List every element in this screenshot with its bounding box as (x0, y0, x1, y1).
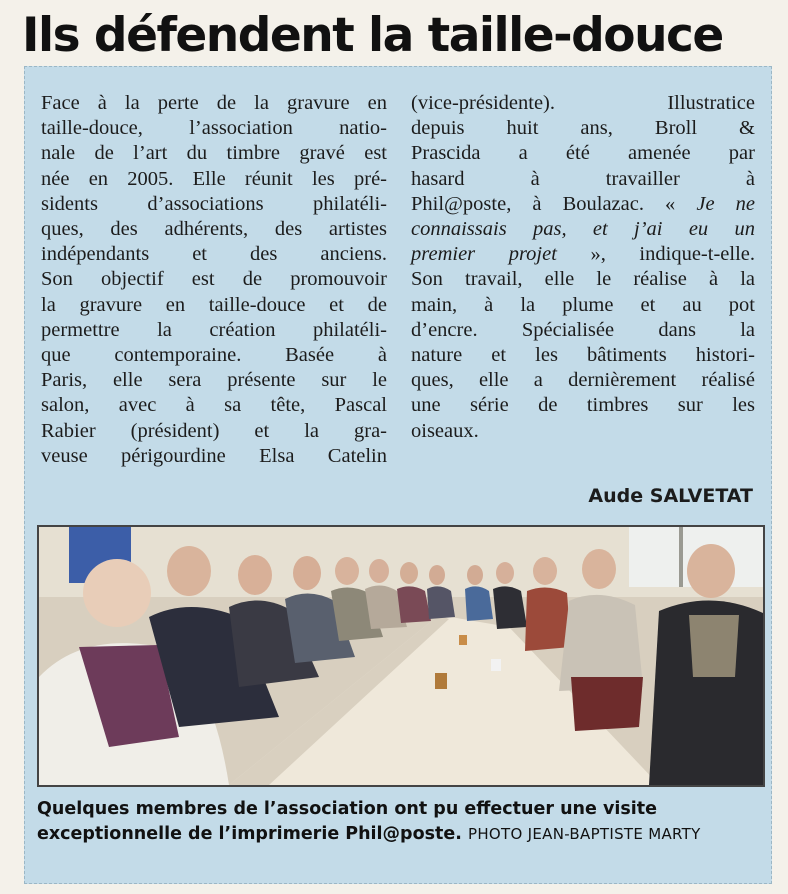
text-line: née en 2005. Elle réunit les pré- (41, 167, 387, 190)
group-photo-illustration (39, 527, 763, 785)
text-line: hasard à travailler à (411, 167, 755, 190)
text-line: Face à la perte de la gravure en (41, 92, 387, 114)
text-line (411, 242, 755, 267)
text-line: Son objectif est de promouvoir (41, 268, 387, 291)
text-line: main, à la plume et au pot (411, 293, 755, 316)
article-column-left (41, 91, 387, 469)
text-line: que contemporaine. Basée à (41, 344, 387, 367)
article-photo (37, 525, 765, 787)
text-line: nale de l’art du timbre gravé est (41, 142, 387, 165)
text-line (411, 192, 755, 217)
text-line: une série de timbres sur les (411, 394, 755, 417)
photo-credit: PHOTO JEAN-BAPTISTE MARTY (468, 825, 701, 843)
photo-caption (37, 797, 761, 847)
text-segment: », indique-t-elle. (556, 243, 755, 266)
text-line: nature et les bâtiments histori- (411, 344, 755, 367)
text-line: veuse périgourdine Elsa Catelin (41, 444, 387, 467)
quote-text: connaissais pas, et j’ai eu un (411, 218, 755, 241)
quote-text: Je ne (696, 192, 755, 215)
text-line: la gravure en taille-douce et de (41, 293, 387, 316)
text-line: sidents d’associations philatéli- (41, 192, 387, 215)
text-line: depuis huit ans, Broll & (411, 117, 755, 140)
article-column-right (411, 91, 755, 444)
text-line: Prascida a été amenée par (411, 142, 755, 165)
text-line: Rabier (président) et la gra- (41, 419, 387, 442)
caption-text: exceptionnelle de l’imprimerie Phil@poste. (37, 824, 462, 844)
text-line: indépendants et des anciens. (41, 243, 387, 266)
text-line: permettre la création philatéli- (41, 318, 387, 341)
byline: Aude SALVETAT (588, 485, 753, 507)
text-line: Son travail, elle le réalise à la (411, 268, 755, 291)
quote-text: premier projet (411, 243, 557, 266)
text-line: ques, des adhérents, des artistes (41, 218, 387, 241)
text-line: taille-douce, l’association natio- (41, 117, 387, 140)
text-line: oiseaux. (411, 419, 479, 442)
text-line: d’encre. Spécialisée dans la (411, 318, 755, 341)
text-segment: Phil@poste, à Boulazac. « (411, 192, 676, 215)
article-panel (24, 66, 772, 884)
text-line: salon, avec à sa tête, Pascal (41, 394, 387, 417)
headline: Ils défendent la taille-douce (22, 8, 723, 63)
text-line: ques, elle a dernièrement réalisé (411, 369, 755, 392)
text-line: (vice-présidente). Illustratice (411, 92, 755, 114)
text-line: Paris, elle sera présente sur le (41, 369, 387, 392)
caption-line: Quelques membres de l’association ont pu effectuer une visite (37, 799, 658, 819)
caption-line (37, 822, 761, 847)
